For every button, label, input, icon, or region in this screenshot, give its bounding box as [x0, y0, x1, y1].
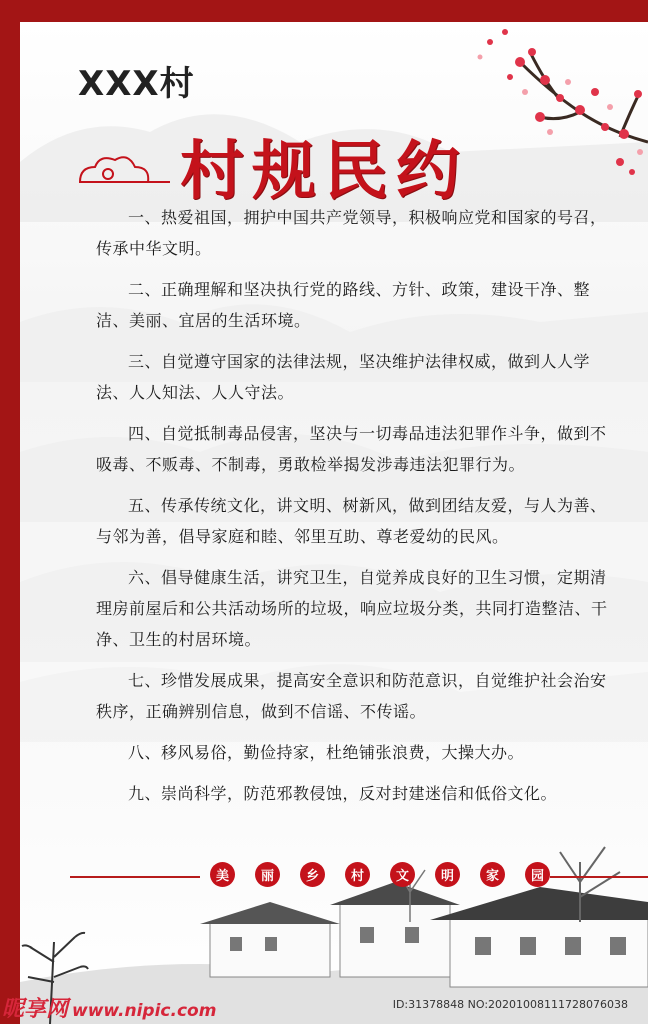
banner-char: 文	[390, 862, 415, 887]
banner-char: 明	[435, 862, 460, 887]
article-2: 二、正确理解和坚决执行党的路线、方针、政策，建设干净、整洁、美丽、宜居的生活环境。	[96, 280, 591, 330]
articles-list	[96, 202, 616, 819]
banner-char: 乡	[300, 862, 325, 887]
banner-char: 美	[210, 862, 235, 887]
banner-char: 村	[345, 862, 370, 887]
article-9: 九、崇尚科学，防范邪教侵蚀，反对封建迷信和低俗文化。	[128, 784, 558, 803]
banner-line-right	[550, 876, 648, 878]
village-name: XXX村	[78, 64, 195, 104]
article-3: 三、自觉遵守国家的法律法规，坚决维护法律权威，做到人人学法、人人知法、人人守法。	[96, 352, 591, 402]
watermark-logo	[2, 992, 216, 1023]
article-8: 八、移风易俗，勤俭持家，杜绝铺张浪费，大操大办。	[128, 743, 525, 762]
article-4: 四、自觉抵制毒品侵害，坚决与一切毒品违法犯罪作斗争，做到不吸毒、不贩毒、不制毒，勇敢检举揭发涉毒违法犯罪行为。	[96, 424, 607, 474]
poster-title: 村规民约	[180, 134, 468, 209]
watermark-logo-text: 昵享网	[2, 997, 69, 1022]
plum-branch	[520, 52, 648, 142]
watermark-site: www.nipic.com	[72, 1001, 217, 1021]
poster-panel	[20, 22, 648, 1024]
banner-char: 园	[525, 862, 550, 887]
banner-line-left	[70, 876, 200, 878]
article-5: 五、传承传统文化，讲文明、树新风，做到团结友爱，与人为善、与邻为善，倡导家庭和睦、邻里互助、尊老爱幼的民风。	[96, 496, 607, 546]
banner-chars	[210, 862, 550, 887]
article-1: 一、热爱祖国，拥护中国共产党领导，积极响应党和国家的号召，传承中华文明。	[96, 208, 607, 258]
image-id: ID:31378848 NO:20201008111728076038	[392, 998, 628, 1011]
article-7: 七、珍惜发展成果，提高安全意识和防范意识，自觉维护社会治安秩序，正确辨别信息，做到不信谣、不传谣。	[96, 671, 607, 721]
banner-char: 丽	[255, 862, 280, 887]
slogan-banner	[70, 862, 648, 892]
banner-char: 家	[480, 862, 505, 887]
article-6: 六、倡导健康生活，讲究卫生，自觉养成良好的卫生习惯，定期清理房前屋后和公共活动场所的垃圾，响应垃圾分类，共同打造整洁、干净、卫生的村居环境。	[96, 568, 608, 649]
